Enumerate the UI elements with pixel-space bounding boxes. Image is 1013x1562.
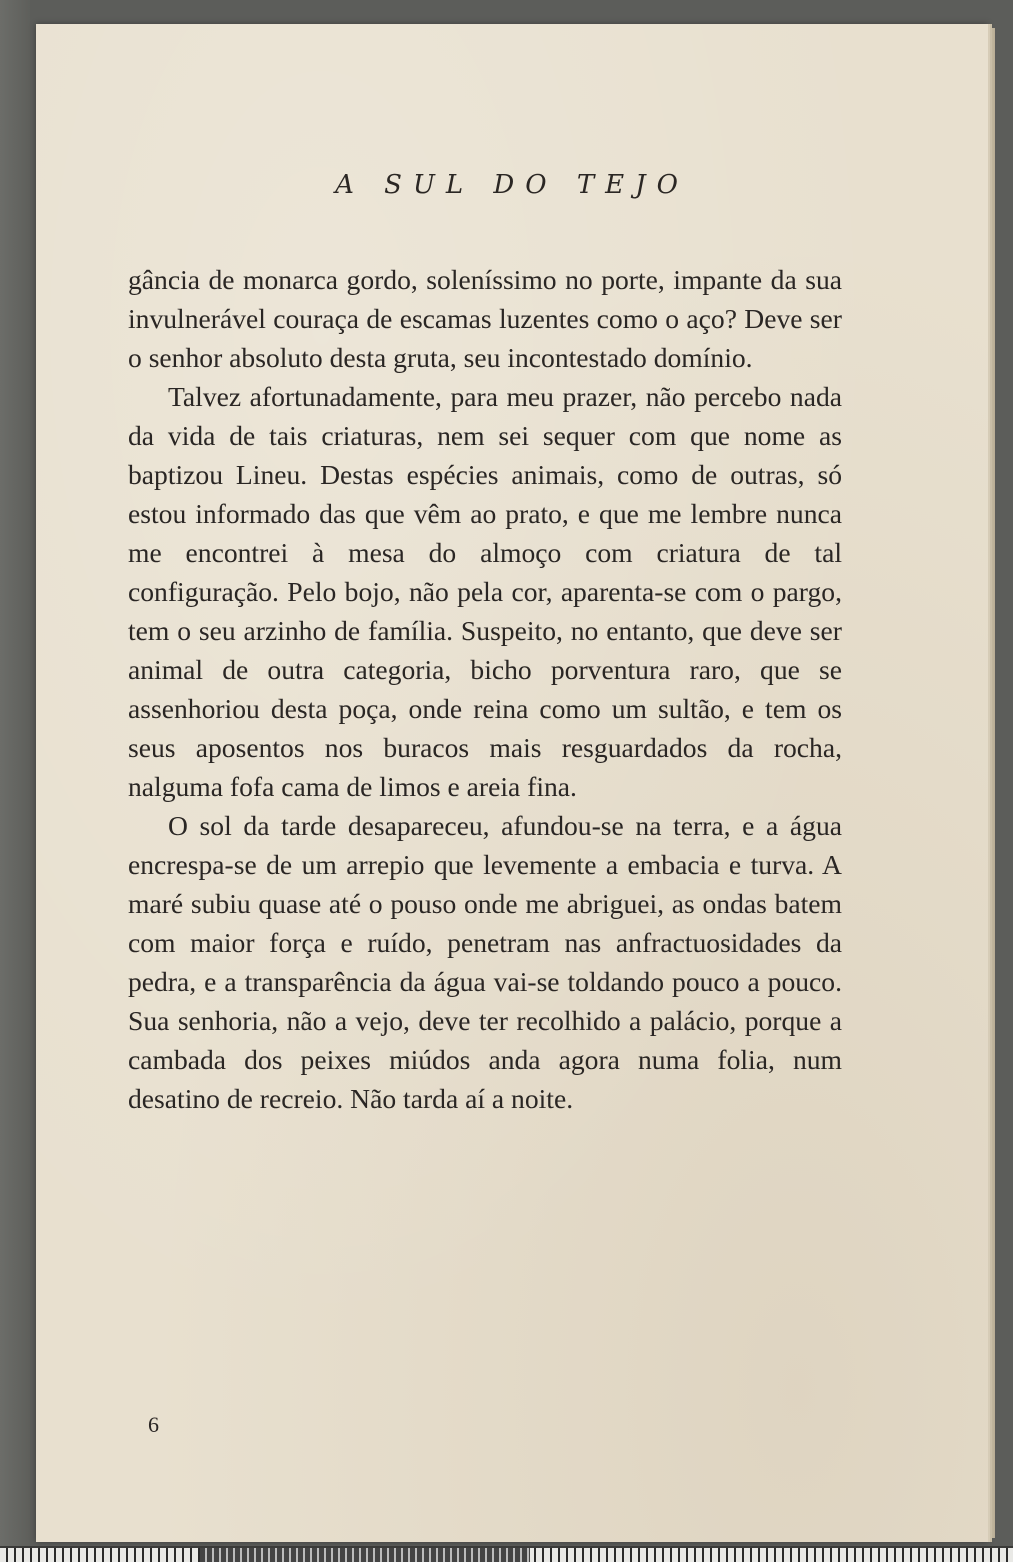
- scale-ruler: [0, 1546, 1013, 1562]
- scan-backdrop: [0, 0, 30, 1562]
- scale-ruler-segment: [200, 1548, 530, 1562]
- body-text: [128, 260, 842, 1118]
- running-head: A SUL DO TEJO: [335, 170, 689, 200]
- page-number: 6: [148, 1412, 159, 1437]
- paragraph-continued: gância de monarca gordo, soleníssimo no porte, impante da sua invulnerável couraça de escamas luzentes como o aço? Deve ser o senhor absoluto desta gruta, seu incontestado domínio.: [128, 264, 842, 373]
- paragraph: Talvez afortunadamente, para meu prazer, não percebo nada da vida de tais criaturas, nem sei sequer com que nome as baptizou Lineu. Destas espécies animais, como de outras, só estou informado das que vêm ao prato, e que me lembre nunca me encontrei à mesa do almoço com criatura de tal configuração. Pelo bojo, não pela cor, aparenta-se com o pargo, tem o seu arzinho de família. Suspeito, no entanto, que deve ser animal de outra categoria, bicho porventura raro, que se assenhoriou desta poça, onde reina como um sultão, e tem os seus aposentos nos buracos mais resguardados da rocha, nalguma fofa cama de limos e areia fina.: [128, 381, 842, 802]
- book-page: [36, 24, 988, 1542]
- paragraph: O sol da tarde desapareceu, afundou-se na terra, e a água encrespa-se de um arrepio que levemente a embacia e turva. A maré subiu quase até o pouso onde me abriguei, as ondas batem com maior força e ruído, penetram nas anfractuosidades da pedra, e a transparência da água vai-se toldando pouco a pouco. Sua senhoria, não a vejo, deve ter recolhido a palácio, porque a cambada dos peixes miúdos anda agora numa folia, num desatino de recreio. Não tarda aí a noite.: [128, 810, 842, 1114]
